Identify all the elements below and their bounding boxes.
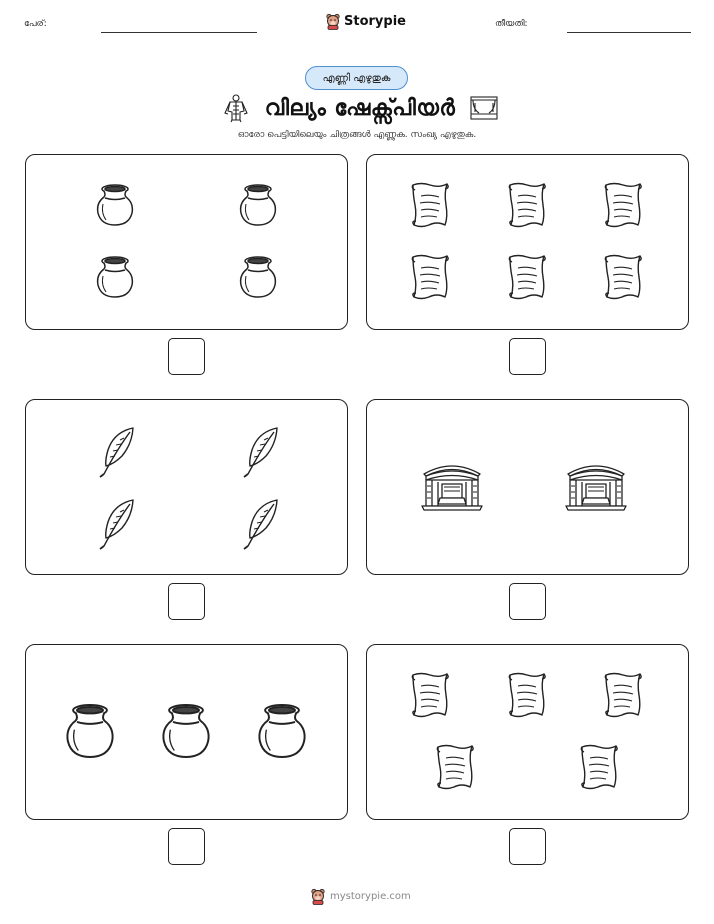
doublet-costume-icon bbox=[221, 93, 251, 123]
answer-box-6[interactable] bbox=[509, 828, 546, 865]
activity-badge: എണ്ണി എഴുതുക bbox=[305, 66, 408, 90]
date-label: തീയതി: bbox=[495, 19, 528, 29]
scroll-icon bbox=[578, 743, 620, 791]
quill-feather-icon bbox=[96, 426, 136, 478]
counting-box-6 bbox=[366, 644, 689, 820]
bear-mascot-icon bbox=[310, 888, 326, 905]
brand-name: Storypie bbox=[344, 14, 406, 29]
pot-icon bbox=[256, 702, 308, 760]
scroll-icon bbox=[409, 181, 451, 229]
title-row bbox=[200, 92, 520, 124]
pot-icon bbox=[160, 702, 212, 760]
scroll-icon bbox=[602, 181, 644, 229]
theater-stage-icon bbox=[469, 95, 499, 121]
counting-box-2 bbox=[366, 154, 689, 330]
answer-box-3[interactable] bbox=[168, 583, 205, 620]
scroll-icon bbox=[602, 253, 644, 301]
answer-box-2[interactable] bbox=[509, 338, 546, 375]
brand-logo bbox=[325, 13, 406, 30]
scroll-icon bbox=[506, 253, 548, 301]
quill-feather-icon bbox=[240, 426, 280, 478]
scroll-icon bbox=[409, 671, 451, 719]
pot-icon bbox=[64, 702, 116, 760]
counting-box-1 bbox=[25, 154, 348, 330]
page-title: വില്യം ഷേക്സ്പിയർ bbox=[264, 95, 456, 121]
globe-theatre-icon bbox=[564, 458, 628, 512]
globe-theatre-icon bbox=[420, 458, 484, 512]
pot-icon bbox=[238, 255, 278, 299]
bear-mascot-icon bbox=[325, 13, 341, 30]
quill-feather-icon bbox=[240, 498, 280, 550]
scroll-icon bbox=[506, 181, 548, 229]
pot-icon bbox=[238, 183, 278, 227]
pot-icon bbox=[95, 255, 135, 299]
instructions: ഓരോ പെട്ടിയിലെയും ചിത്രങ്ങൾ എണ്ണുക. സംഖ്യ എഴുതുക. bbox=[237, 130, 477, 140]
scroll-icon bbox=[506, 671, 548, 719]
footer-url[interactable]: mystorypie.com bbox=[330, 891, 411, 902]
answer-box-5[interactable] bbox=[168, 828, 205, 865]
answer-box-1[interactable] bbox=[168, 338, 205, 375]
counting-box-3 bbox=[25, 399, 348, 575]
scroll-icon bbox=[434, 743, 476, 791]
answer-box-4[interactable] bbox=[509, 583, 546, 620]
footer bbox=[310, 888, 411, 905]
quill-feather-icon bbox=[96, 498, 136, 550]
name-line[interactable] bbox=[101, 32, 257, 33]
scroll-icon bbox=[602, 671, 644, 719]
pot-icon bbox=[95, 183, 135, 227]
name-label: പേര്: bbox=[24, 19, 47, 29]
date-line[interactable] bbox=[567, 32, 691, 33]
scroll-icon bbox=[409, 253, 451, 301]
counting-box-4 bbox=[366, 399, 689, 575]
counting-box-5 bbox=[25, 644, 348, 820]
